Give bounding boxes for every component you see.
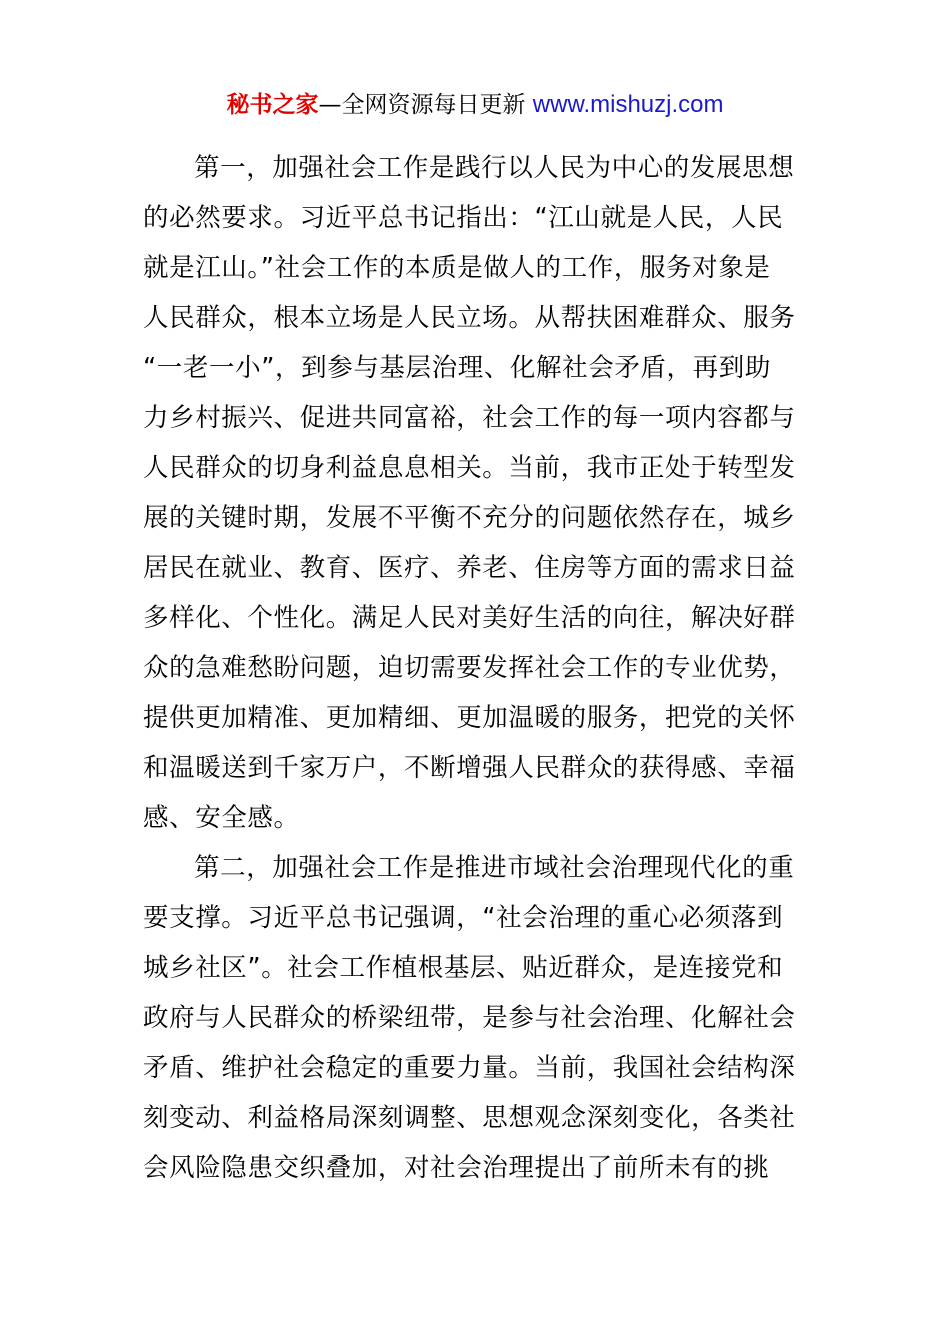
text-line: 第二，加强社会工作是推进市域社会治理现代化的重 bbox=[194, 853, 795, 883]
text-line: 会风险隐患交织叠加，对社会治理提出了前所未有的挑 bbox=[143, 1153, 770, 1183]
text-line: 提供更加精准、更加精细、更加温暖的服务，把党的关怀 bbox=[143, 703, 796, 733]
text-line: 居民在就业、教育、医疗、养老、住房等方面的需求日益 bbox=[143, 553, 796, 583]
document-body bbox=[143, 143, 811, 1193]
text-line: 和温暖送到千家万户，不断增强人民群众的获得感、幸福 bbox=[143, 753, 796, 783]
text-line: 的必然要求。习近平总书记指出：“江山就是人民，人民 bbox=[143, 203, 784, 233]
text-line: 就是江山。”社会工作的本质是做人的工作，服务对象是 bbox=[143, 253, 771, 283]
text-line: 矛盾、维护社会稳定的重要力量。当前，我国社会结构深 bbox=[143, 1053, 796, 1083]
text-line: 要支撑。习近平总书记强调，“社会治理的重心必须落到 bbox=[143, 903, 784, 933]
site-header bbox=[0, 88, 950, 122]
text-line: 城乡社区”。社会工作植根基层、贴近群众，是连接党和 bbox=[143, 953, 784, 983]
text-line: 政府与人民群众的桥梁纽带，是参与社会治理、化解社会 bbox=[143, 1003, 796, 1033]
text-line: 多样化、个性化。满足人民对美好生活的向往，解决好群 bbox=[143, 603, 796, 633]
paragraph-1 bbox=[143, 143, 811, 843]
text-line: 展的关键时期，发展不平衡不充分的问题依然存在，城乡 bbox=[143, 503, 796, 533]
header-tagline: —全网资源每日更新 bbox=[318, 92, 526, 118]
text-line: “一老一小”，到参与基层治理、化解社会矛盾，再到助 bbox=[143, 353, 771, 383]
text-line: 人民群众，根本立场是人民立场。从帮扶困难群众、服务 bbox=[143, 303, 796, 333]
text-line: 第一，加强社会工作是践行以人民为中心的发展思想 bbox=[194, 153, 795, 183]
text-line: 人民群众的切身利益息息相关。当前，我市正处于转型发 bbox=[143, 453, 796, 483]
paragraph-2 bbox=[143, 843, 811, 1193]
site-url-link[interactable]: www.mishuzj.com bbox=[532, 91, 724, 118]
text-line: 刻变动、利益格局深刻调整、思想观念深刻变化，各类社 bbox=[143, 1103, 796, 1133]
brand-name: 秘书之家 bbox=[226, 92, 319, 118]
text-line: 力乡村振兴、促进共同富裕，社会工作的每一项内容都与 bbox=[143, 403, 796, 433]
text-line: 众的急难愁盼问题，迫切需要发挥社会工作的专业优势， bbox=[143, 653, 796, 683]
text-line: 感、安全感。 bbox=[143, 803, 300, 833]
